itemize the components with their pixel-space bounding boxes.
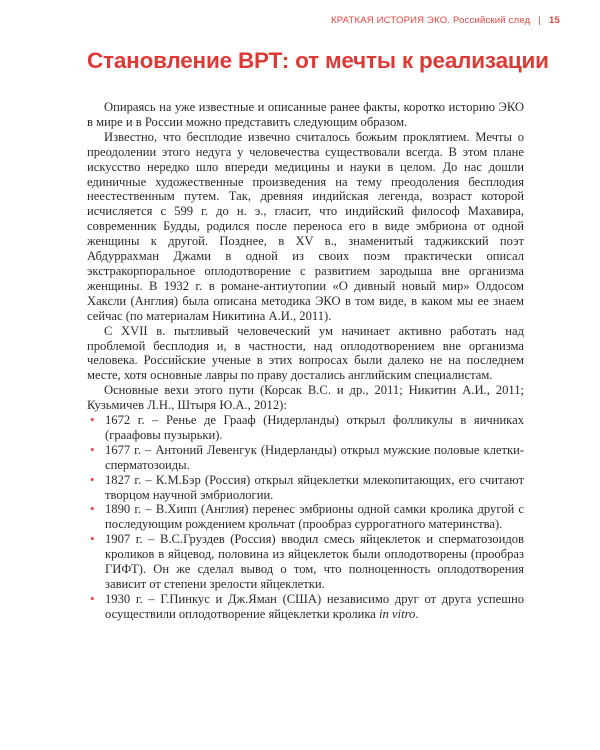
list-item — [87, 532, 524, 592]
list-item — [87, 443, 524, 473]
bullet-icon: • — [90, 531, 95, 547]
list-item-text: 1672 г. – Ренье де Грааф (Нидерланды) открыл фолликулы в яичниках (граафовы пузырьки). — [105, 413, 524, 442]
bullet-icon: • — [90, 441, 95, 457]
bullet-icon: • — [90, 412, 95, 428]
list-item — [87, 413, 524, 443]
list-item-text: 1930 г. – Г.Пинкус и Дж.Яман (США) независимо друг от друга успешно осуществили оплодотворение яйцеклетки кролика — [105, 591, 524, 621]
list-item-end: . — [415, 606, 419, 621]
list-item — [87, 473, 524, 503]
history-paragraph: Известно, что бесплодие извечно считалось божьим проклятием. Мечты о преодолении этого недуга у человечества существовали всегда. В этом плане искусство нередко шло впереди медицины и науки в целом. До нас дошли единичные художественные произведения на тему преодоления бесплодия неестественным путем. Так, древняя индийская легенда, возраст которой исчисляется с 599 г. до н. э., гласит, что индийский философ Махавира, современник Будды, родился после переноса его в виде эмбриона от одной женщины к другой. Позднее, в XV в., знаменитый таджикский поэт Абдуррахман Джами в одной из своих поэм практически описал экстракорпоральное оплодотворение с развитием зародыша вне организма женщины. В 1932 г. в романе-антиутопии «О дивный новый мир» Олдосом Хаксли (Англия) была описана методика ЭКО в том виде, в каком мы ее знаем сейчас (по материалам Никитина А.И., 2011). — [87, 129, 524, 323]
list-item-text: 1677 г. – Антоний Левенгук (Нидерланды) открыл мужские половые клетки-сперматозоиды. — [105, 442, 524, 472]
bullet-icon: • — [90, 590, 95, 606]
list-item — [87, 502, 524, 532]
intro-paragraph: Опираясь на уже известные и описанные ранее факты, коротко историю ЭКО в мире и в России можно представить следующим образом. — [87, 100, 524, 129]
list-item-text: 1907 г. – В.С.Груздев (Россия) вводил смесь яйцеклеток и сперматозоидов кроликов в яйцевод, половина из яйцеклеток были оплодотворены (прообраз ГИФТ). Он же сделал вывод о том, что полноценность оплодотворения зависит от степени зрелости яйцеклетки. — [105, 532, 524, 591]
xvii-century-paragraph: С XVII в. пытливый человеческий ум начинает активно работать над проблемой бесплодия и, в частности, над оплодотворением вне организма человека. Российские ученые в этих вопросах были далеко не на последнем месте, хотя основные лавры по праву достались английским специалистам. — [87, 323, 524, 383]
bullet-icon: • — [90, 471, 95, 487]
body-text — [87, 100, 524, 622]
bullet-icon: • — [90, 501, 95, 517]
latin-term: in vitro — [379, 606, 416, 621]
page-number: 15 — [549, 15, 560, 26]
chapter-title: Становление ВРТ: от мечты к реализации — [87, 48, 549, 73]
running-header — [331, 15, 560, 26]
running-title: КРАТКАЯ ИСТОРИЯ ЭКО. Российский след — [331, 15, 531, 26]
milestones-list — [87, 413, 524, 622]
list-item-text: 1827 г. – К.М.Бэр (Россия) открыл яйцеклетки млекопитающих, его считают творцом научной эмбриологии. — [105, 472, 524, 502]
milestones-intro-paragraph: Основные вехи этого пути (Корсак В.С. и др., 2011; Никитин А.И., 2011; Кузьмичев Л.Н., Штыря Ю.А., 2012): — [87, 383, 524, 413]
header-separator: | — [538, 15, 542, 26]
list-item — [87, 592, 524, 622]
list-item-text: 1890 г. – В.Хипп (Англия) перенес эмбрионы одной самки кролика другой с последующим рождением крольчат (прообраз суррогатного материнства). — [105, 502, 524, 532]
